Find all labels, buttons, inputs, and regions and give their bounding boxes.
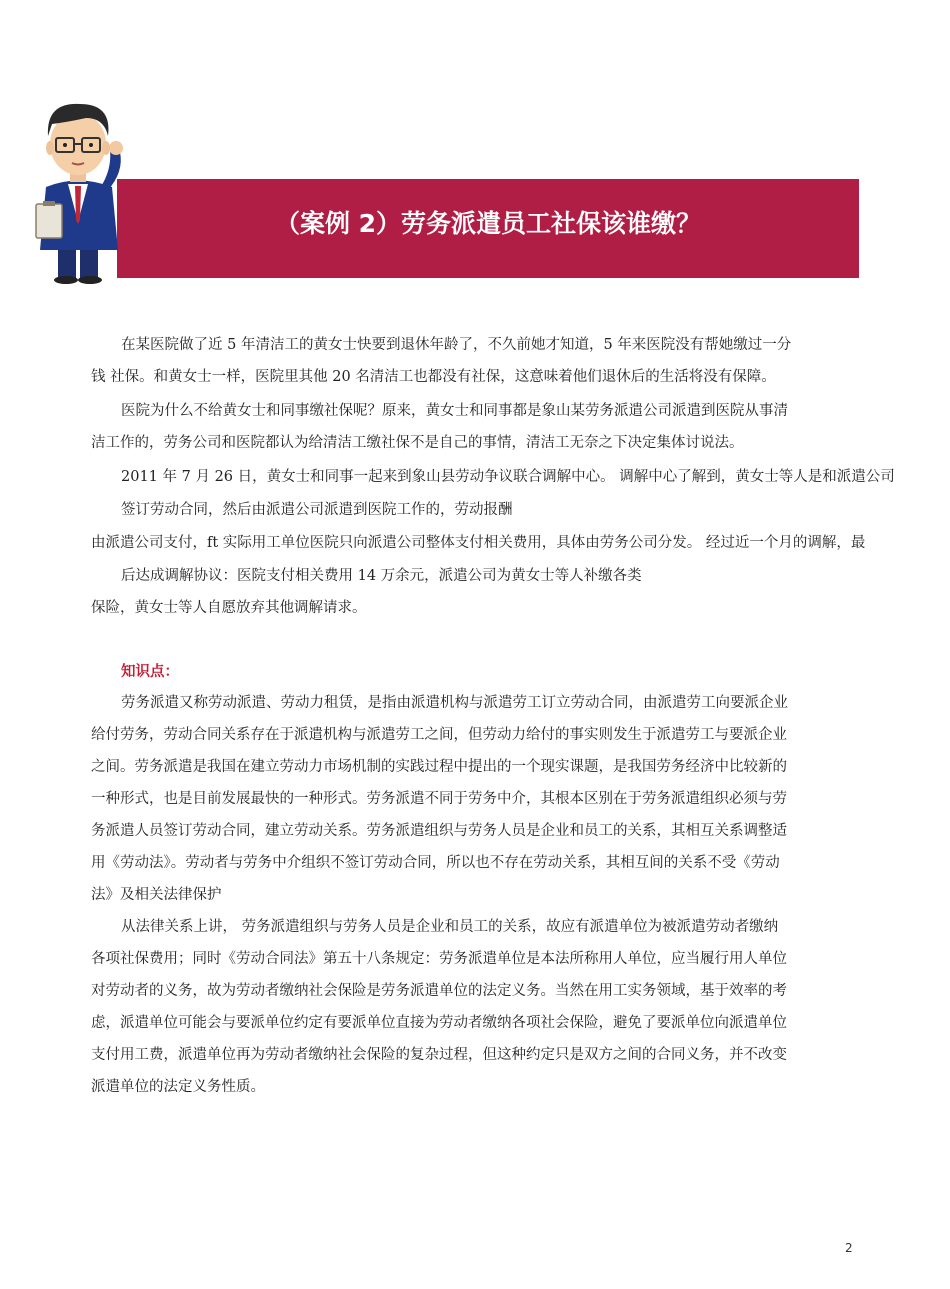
knowledge-line: 给付劳务，劳动合同关系存在于派遣机构与派遣劳工之间，但劳动力给付的事实则发生于派遣劳工与要派企业 [91,727,787,743]
case-line: 签订劳动合同，然后由派遣公司派遣到医院工作的，劳动报酬 [121,502,513,518]
knowledge-line: 劳务派遣又称劳动派遣、劳动力租赁，是指由派遣机构与派遣劳工订立劳动合同，由派遣劳工向要派企业 [121,695,788,711]
knowledge-line: 从法律关系上讲， 劳务派遣组织与劳务人员是企业和员工的关系，故应有派遣单位为被派遣劳动者缴纳 [121,919,779,935]
case-line: 后达成调解协议：医院支付相关费用 14 万余元，派遣公司为黄女士等人补缴各类 [121,568,642,584]
title-banner [117,179,859,278]
knowledge-line: 对劳动者的义务，故为劳动者缴纳社会保险是劳务派遣单位的法定义务。当然在用工实务领域，基于效率的考 [91,983,787,999]
knowledge-line: 之间。劳务派遣是我国在建立劳动力市场机制的实践过程中提出的一个现实课题，是我国劳务经济中比较新的 [91,759,787,775]
knowledge-line: 派遣单位的法定义务性质。 [91,1079,265,1095]
knowledge-line: 支付用工费，派遣单位再为劳动者缴纳社会保险的复杂过程，但这种约定只是双方之间的合同义务，并不改变 [91,1047,787,1063]
case-line: 由派遣公司支付，ft 实际用工单位医院只向派遣公司整体支付相关费用，具体由劳务公司分发。 经过近一个月的调解，最 [91,535,866,551]
case-line: 2011 年 7 月 26 日，黄女士和同事一起来到象山县劳动争议联合调解中心。 调解中心了解到，黄女士等人是和派遣公司 [121,469,895,485]
page-title: （案例 2）劳务派遣员工社保该谁缴？ [274,209,702,238]
knowledge-line: 一种形式，也是目前发展最快的一种形式。劳务派遣不同于劳务中介，其根本区别在于劳务派遣组织必须与劳 [91,791,787,807]
businessman-cartoon-avatar [28,92,138,284]
knowledge-line: 虑，派遣单位可能会与要派单位约定有要派单位直接为劳动者缴纳各项社会保险，避免了要派单位向派遣单位 [91,1015,787,1031]
page-number: 2 [845,1241,853,1255]
case-line: 保险，黄女士等人自愿放弃其他调解请求。 [91,600,367,616]
knowledge-line: 各项社保费用；同时《劳动合同法》第五十八条规定：劳务派遣单位是本法所称用人单位，应当履行用人单位 [91,951,787,967]
case-line: 在某医院做了近 5 年清洁工的黄女士快要到退休年龄了，不久前她才知道，5 年来医院没有帮她缴过一分 [121,337,792,353]
case-line: 洁工作的，劳务公司和医院都认为给清洁工缴社保不是自己的事情，清洁工无奈之下决定集体讨说法。 [91,435,744,451]
knowledge-line: 法》及相关法律保护 [91,887,222,903]
knowledge-heading: 知识点： [121,664,179,680]
case-line: 医院为什么不给黄女士和同事缴社保呢？原来，黄女士和同事都是象山某劳务派遣公司派遣到医院从事清 [121,403,788,419]
knowledge-line: 务派遣人员签订劳动合同，建立劳动关系。劳务派遣组织与劳务人员是企业和员工的关系，其相互关系调整适 [91,823,787,839]
case-line: 钱 社保。和黄女士一样，医院里其他 20 名清洁工也都没有社保，这意味着他们退休后的生活将没有保障。 [91,369,776,385]
knowledge-line: 用《劳动法》。劳动者与劳务中介组织不签订劳动合同，所以也不存在劳动关系，其相互间的关系不受《劳动 [91,855,780,871]
